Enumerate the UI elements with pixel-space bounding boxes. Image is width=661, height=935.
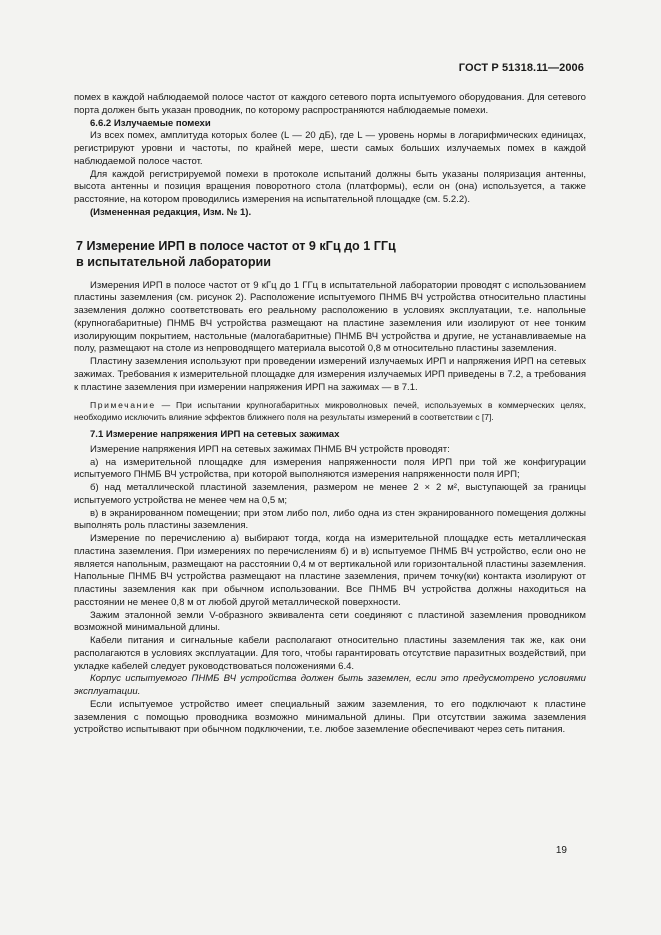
- section-7-title-line1: 7 Измерение ИРП в полосе частот от 9 кГц до 1 ГГц: [76, 238, 396, 253]
- section-7-title-line2: в испытательной лаборатории: [76, 254, 272, 269]
- paragraph: Кабели питания и сигнальные кабели располагают относительно пластины заземления так же, как они располагаются в условиях эксплуатации. Для того, чтобы гарантировать отсутствие паразитных воздействий, при укладке кабелей следует руководствоваться положениями 6.4.: [74, 635, 586, 672]
- note-label: Примечание: [90, 400, 156, 411]
- page-number: 19: [555, 845, 567, 856]
- note-text: — При испытании крупногабаритных микроволновых печей, используемых в коммерческих целях, необходимо исключить влияние эффектов ближнего поля на результаты измерений в соответствии с [7].: [74, 400, 586, 422]
- document-code-header: ГОСТ Р 51318.11—2006: [458, 62, 584, 74]
- paragraph: Пластину заземления используют при проведении измерений излучаемых ИРП и напряжения ИРП на сетевых зажимах. Требования к измерительной площадке для измерения излучаемых ИРП приведены в 7.2, а требования к пластине заземления при измерении напряжения ИРП на зажимах — в 7.1.: [74, 356, 586, 393]
- paragraph: Измерения ИРП в полосе частот от 9 кГц до 1 ГГц в испытательной лаборатории проводят с использованием пластины заземления (см. рисунок 2). Расположение испытуемого ПНМБ ВЧ устройства относительно пластины заземления должно соответствовать его реальному расположению в условиях эксплуатации, т.е. напольные (крупногабаритные) ПНМБ ВЧ устройства размещают на пластине заземления или изолируют от нее тонким изолирующим покрытием, настольные (малогабаритные) ПНМБ ВЧ устройства и другие, не устанавливаемые на полу, размещают на столе из непроводящего материала высотой 0,8 м относительно пластины заземления.: [74, 279, 586, 355]
- continuation-paragraph: помех в каждой наблюдаемой полосе частот от каждого сетевого порта испытуемого оборудования. Для сетевого порта должен быть указан проводник, по которому распространяются наблюдаемые помехи.: [74, 92, 586, 116]
- paragraph: Для каждой регистрируемой помехи в протоколе испытаний должны быть указаны поляризация антенны, высота антенны и позиция вращения поворотного стола (платформы), если он (она) используется, а также расстояние, на котором проводились измерения на испытательной площадке (см. 5.2.2).: [74, 168, 586, 205]
- italic-paragraph: Корпус испытуемого ПНМБ ВЧ устройства должен быть заземлен, если это предусмотрено условиями эксплуатации.: [74, 673, 586, 698]
- list-item-a: а) на измерительной площадке для измерения напряженности поля ИРП при той же конфигурации испытуемого ПНМБ ВЧ устройства, при которой выполняются измерения напряженности поля ИРП;: [74, 456, 586, 481]
- list-item-c: в) в экранированном помещении; при этом либо пол, либо одна из стен экранированного помещения должны выполнять роль пластины заземления.: [74, 507, 586, 532]
- revision-note: (Измененная редакция, Изм. № 1).: [90, 206, 252, 218]
- paragraph: Измерение по перечислению а) выбирают тогда, когда на измерительной площадке есть металлическая пластина заземления. При измерениях по перечислениям б) и в) испытуемое ПНМБ ВЧ устройство, если оно не является напольным, размещают на расстоянии 0,4 м от вертикальной или горизонтальной пластины заземления. Напольные ПНМБ ВЧ устройства размещают на пластине заземления, причем точку(ки) контакта изолируют от пластины заземления как при обычном использовании. Все ПНМБ ВЧ устройства должны находиться на расстоянии не менее 0,8 м от любой другой металлической поверхности.: [74, 533, 586, 608]
- list-item-b: б) над металлической пластиной заземления, размером не менее 2 × 2 м², выступающей за границы испытуемого устройства не менее чем на 0,5 м;: [74, 482, 586, 506]
- section-7-title: [76, 238, 586, 270]
- paragraph: Зажим эталонной земли V-образного эквивалента сети соединяют с пластиной заземления проводником возможной минимальной длины.: [74, 609, 586, 634]
- subsection-7-1-title: 7.1 Измерение напряжения ИРП на сетевых зажимах: [90, 429, 340, 441]
- paragraph: Если испытуемое устройство имеет специальный зажим заземления, то его подключают к пластине заземления с помощью проводника возможно минимальной длины. При отсутствии зажима заземления устройство испытывают при обычном подключении, т.е. любое заземление обеспечивают через сеть питания.: [74, 698, 586, 736]
- paragraph: Измерение напряжения ИРП на сетевых зажимах ПНМБ ВЧ устройств проводят:: [90, 443, 450, 455]
- subsection-6-6-2-title: 6.6.2 Излучаемые помехи: [90, 117, 211, 129]
- document-body: [74, 92, 586, 737]
- note: [74, 400, 586, 423]
- paragraph: Из всех помех, амплитуда которых более (L — 20 дБ), где L — уровень нормы в логарифмических единицах, регистрируют уровни и частоты, по крайней мере, шести самых больших излучаемых помех в каждой наблюдаемой полосе частот.: [74, 130, 586, 167]
